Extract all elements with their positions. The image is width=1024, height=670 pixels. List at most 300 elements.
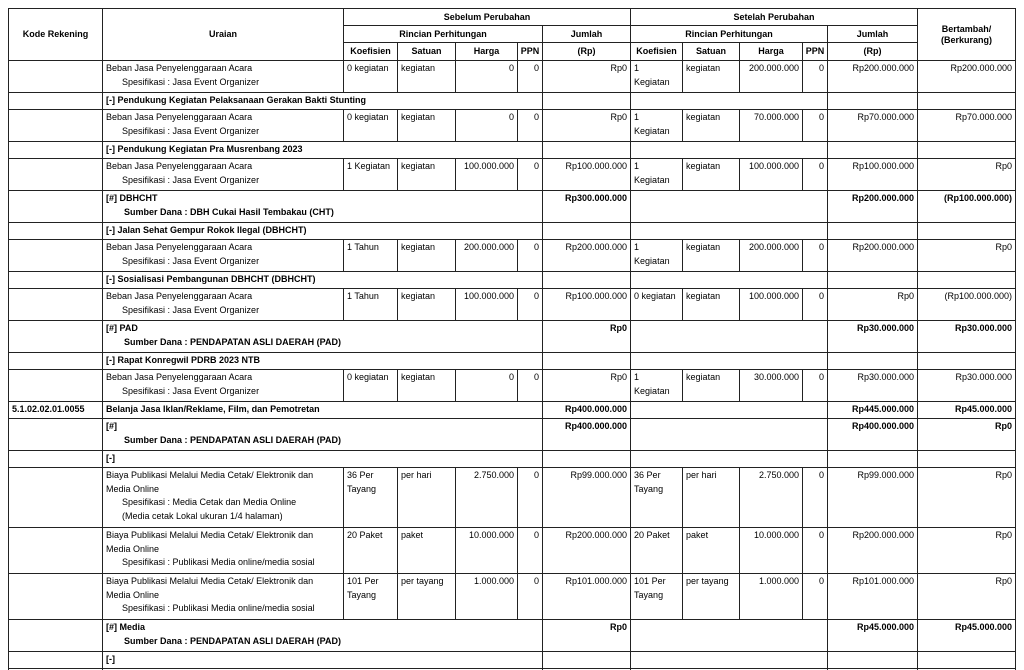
cell-koefisien-after <box>631 528 683 574</box>
text-line: Sumber Dana : PENDAPATAN ASLI DAERAH (PAD) <box>124 336 342 347</box>
cell-koefisien-before <box>344 110 398 142</box>
table-row-section <box>9 321 1016 353</box>
col-header-harga-sebelum: Harga <box>456 43 518 61</box>
col-header-koefisien-sebelum: Koefisien <box>344 43 398 61</box>
cell-koefisien-before <box>344 159 398 191</box>
cell-uraian <box>103 61 344 93</box>
text-line: [-] Pendukung Kegiatan Pelaksanaan Gerakan Bakti Stunting <box>106 95 367 105</box>
cell-koefisien-after <box>631 468 683 528</box>
text-line: Kegiatan <box>634 76 670 87</box>
cell-ppn-before: 0 <box>518 240 543 272</box>
cell-jumlah-after <box>828 353 918 370</box>
cell-ppn-after: 0 <box>803 110 828 142</box>
table-row-detail <box>9 468 1016 528</box>
cell-ppn-after: 0 <box>803 574 828 620</box>
cell-satuan-before: per hari <box>398 468 456 528</box>
cell-bertambah-berkurang <box>918 272 1016 289</box>
text-line: Spesifikasi : Jasa Event Organizer <box>122 125 260 136</box>
cell-jumlah-after <box>828 93 918 110</box>
cell-bertambah-berkurang <box>918 652 1016 669</box>
text-line: Spesifikasi : Jasa Event Organizer <box>122 76 260 87</box>
text-line: [#] DBHCHT <box>106 193 158 203</box>
cell-jumlah-after: Rp99.000.000 <box>828 468 918 528</box>
cell-jumlah-before: Rp400.000.000 <box>543 419 631 451</box>
text-line: [-] Pendukung Kegiatan Pra Musrenbang 2023 <box>106 144 303 154</box>
cell-ppn-before: 0 <box>518 468 543 528</box>
cell-jumlah-before: Rp0 <box>543 620 631 652</box>
cell-harga-after: 100.000.000 <box>740 159 803 191</box>
cell-kode-rekening <box>9 289 103 321</box>
text-line: 0 kegiatan <box>347 112 389 122</box>
cell-harga-before: 0 <box>456 61 518 93</box>
cell-kode-rekening <box>9 272 103 289</box>
cell-rincian-setelah-empty <box>631 419 828 451</box>
cell-uraian <box>103 528 344 574</box>
cell-satuan-before: kegiatan <box>398 159 456 191</box>
cell-jumlah-after <box>828 652 918 669</box>
cell-jumlah-after <box>828 223 918 240</box>
text-line: [-] Jalan Sehat Gempur Rokok Ilegal (DBHCHT) <box>106 225 307 235</box>
cell-harga-after: 200.000.000 <box>740 240 803 272</box>
table-row-section <box>9 142 1016 159</box>
text-line: Media Online <box>106 483 160 494</box>
cell-jumlah-before: Rp99.000.000 <box>543 468 631 528</box>
cell-ppn-after: 0 <box>803 528 828 574</box>
col-header-ppn-sebelum: PPN <box>518 43 543 61</box>
cell-rincian-setelah-empty <box>631 93 828 110</box>
cell-section-label <box>103 191 543 223</box>
cell-harga-before: 2.750.000 <box>456 468 518 528</box>
cell-kode-rekening <box>9 142 103 159</box>
text-line: Kegiatan <box>634 255 670 266</box>
cell-jumlah-before: Rp200.000.000 <box>543 240 631 272</box>
cell-harga-after: 200.000.000 <box>740 61 803 93</box>
text-line: Spesifikasi : Publikasi Media online/media sosial <box>122 603 315 613</box>
cell-bertambah-berkurang: (Rp100.000.000) <box>918 191 1016 223</box>
cell-ppn-before: 0 <box>518 574 543 620</box>
text-line: 36 Per <box>347 470 374 480</box>
cell-uraian <box>103 574 344 620</box>
cell-harga-after: 70.000.000 <box>740 110 803 142</box>
text-line: Beban Jasa Penyelenggaraan Acara <box>106 112 253 122</box>
cell-koefisien-after <box>631 159 683 191</box>
cell-rincian-setelah-empty <box>631 620 828 652</box>
cell-bertambah-berkurang <box>918 451 1016 468</box>
cell-section-label <box>103 402 543 419</box>
cell-jumlah-before <box>543 272 631 289</box>
cell-koefisien-before <box>344 370 398 402</box>
cell-bertambah-berkurang: Rp45.000.000 <box>918 402 1016 419</box>
cell-uraian <box>103 110 344 142</box>
table-row-section <box>9 353 1016 370</box>
cell-jumlah-after: Rp30.000.000 <box>828 370 918 402</box>
cell-ppn-before: 0 <box>518 61 543 93</box>
cell-satuan-before: kegiatan <box>398 110 456 142</box>
cell-bertambah-berkurang: Rp45.000.000 <box>918 620 1016 652</box>
cell-satuan-after: kegiatan <box>683 289 740 321</box>
cell-kode-rekening <box>9 110 103 142</box>
cell-jumlah-before: Rp0 <box>543 370 631 402</box>
cell-section-label <box>103 142 543 159</box>
cell-satuan-after: kegiatan <box>683 61 740 93</box>
cell-kode-rekening <box>9 528 103 574</box>
col-header-rp-sebelum: (Rp) <box>543 43 631 61</box>
text-line: 101 Per <box>634 576 666 586</box>
text-line: 1 Tahun <box>347 291 379 301</box>
text-line: Spesifikasi : Media Cetak dan Media Online <box>122 497 297 507</box>
col-group-sebelum-perubahan: Sebelum Perubahan <box>344 9 631 26</box>
cell-harga-before: 0 <box>456 110 518 142</box>
cell-jumlah-before <box>543 451 631 468</box>
table-row-section <box>9 272 1016 289</box>
cell-jumlah-before: Rp0 <box>543 110 631 142</box>
text-line: Spesifikasi : Jasa Event Organizer <box>122 385 260 396</box>
cell-harga-before: 100.000.000 <box>456 159 518 191</box>
text-line: Kegiatan <box>634 174 670 185</box>
cell-harga-before: 1.000.000 <box>456 574 518 620</box>
cell-bertambah-berkurang: Rp0 <box>918 528 1016 574</box>
table-row-account <box>9 402 1016 419</box>
text-line: Spesifikasi : Jasa Event Organizer <box>122 304 260 315</box>
cell-uraian <box>103 240 344 272</box>
cell-bertambah-berkurang: Rp70.000.000 <box>918 110 1016 142</box>
cell-ppn-after: 0 <box>803 159 828 191</box>
cell-jumlah-before: Rp200.000.000 <box>543 528 631 574</box>
cell-kode-rekening <box>9 191 103 223</box>
change-header-line1: Bertambah/ <box>941 23 992 34</box>
col-header-ppn-setelah: PPN <box>803 43 828 61</box>
cell-koefisien-after <box>631 240 683 272</box>
col-group-rincian-sebelum: Rincian Perhitungan <box>344 26 543 43</box>
cell-bertambah-berkurang: Rp0 <box>918 574 1016 620</box>
text-line: 0 kegiatan <box>347 63 389 73</box>
cell-jumlah-after <box>828 272 918 289</box>
cell-jumlah-before <box>543 93 631 110</box>
cell-kode-rekening <box>9 419 103 451</box>
text-line: 1 <box>634 161 640 171</box>
text-line: 20 Paket <box>634 530 670 540</box>
text-line: 20 Paket <box>347 530 383 540</box>
text-line: Biaya Publikasi Melalui Media Cetak/ Elektronik dan <box>106 530 314 540</box>
text-line: [-] <box>106 654 115 664</box>
cell-harga-before: 200.000.000 <box>456 240 518 272</box>
cell-jumlah-after: Rp400.000.000 <box>828 419 918 451</box>
cell-harga-after: 10.000.000 <box>740 528 803 574</box>
cell-jumlah-before <box>543 652 631 669</box>
cell-jumlah-before: Rp101.000.000 <box>543 574 631 620</box>
text-line: 0 kegiatan <box>634 291 676 301</box>
col-header-jumlah-setelah: Jumlah <box>828 26 918 43</box>
text-line: Tayang <box>347 589 377 600</box>
cell-section-label <box>103 272 543 289</box>
cell-bertambah-berkurang: Rp0 <box>918 159 1016 191</box>
cell-kode-rekening <box>9 159 103 191</box>
cell-ppn-before: 0 <box>518 528 543 574</box>
table-row-section <box>9 223 1016 240</box>
text-line: 1 <box>634 63 640 73</box>
text-line: Biaya Publikasi Melalui Media Cetak/ Elektronik dan <box>106 576 314 586</box>
text-line: 1 <box>634 112 640 122</box>
cell-koefisien-after <box>631 574 683 620</box>
cell-kode-rekening <box>9 353 103 370</box>
table-row-section <box>9 451 1016 468</box>
cell-section-label <box>103 93 543 110</box>
cell-jumlah-after: Rp70.000.000 <box>828 110 918 142</box>
text-line: Tayang <box>347 483 377 494</box>
cell-kode-rekening <box>9 321 103 353</box>
cell-satuan-before: kegiatan <box>398 370 456 402</box>
cell-section-label <box>103 652 543 669</box>
table-row-section <box>9 93 1016 110</box>
cell-section-label <box>103 451 543 468</box>
cell-koefisien-before <box>344 574 398 620</box>
cell-koefisien-after <box>631 289 683 321</box>
col-header-uraian: Uraian <box>103 9 344 61</box>
col-header-bertambah-berkurang <box>918 9 1016 61</box>
text-line: Biaya Publikasi Melalui Media Cetak/ Elektronik dan <box>106 470 314 480</box>
cell-bertambah-berkurang: (Rp100.000.000) <box>918 289 1016 321</box>
cell-ppn-after: 0 <box>803 370 828 402</box>
cell-ppn-after: 0 <box>803 289 828 321</box>
text-line: 1 Tahun <box>347 242 379 252</box>
cell-rincian-setelah-empty <box>631 402 828 419</box>
cell-ppn-after: 0 <box>803 468 828 528</box>
table-row-detail <box>9 61 1016 93</box>
text-line: 1 <box>634 372 640 382</box>
cell-harga-after: 2.750.000 <box>740 468 803 528</box>
cell-kode-rekening <box>9 620 103 652</box>
cell-kode-rekening <box>9 93 103 110</box>
cell-jumlah-after: Rp100.000.000 <box>828 159 918 191</box>
cell-uraian <box>103 468 344 528</box>
cell-jumlah-after: Rp200.000.000 <box>828 528 918 574</box>
cell-kode-rekening <box>9 652 103 669</box>
cell-satuan-after: kegiatan <box>683 240 740 272</box>
table-row-detail <box>9 528 1016 574</box>
text-line: Belanja Jasa Iklan/Reklame, Film, dan Pemotretan <box>106 404 320 414</box>
cell-section-label <box>103 620 543 652</box>
text-line: [-] Rapat Konregwil PDRB 2023 NTB <box>106 355 261 365</box>
cell-uraian <box>103 159 344 191</box>
cell-bertambah-berkurang <box>918 93 1016 110</box>
cell-bertambah-berkurang: Rp0 <box>918 468 1016 528</box>
cell-section-label <box>103 419 543 451</box>
col-header-harga-setelah: Harga <box>740 43 803 61</box>
cell-rincian-setelah-empty <box>631 652 828 669</box>
cell-harga-before: 0 <box>456 370 518 402</box>
cell-bertambah-berkurang: Rp0 <box>918 419 1016 451</box>
cell-kode-rekening: 5.1.02.02.01.0055 <box>9 402 103 419</box>
cell-jumlah-before: Rp0 <box>543 61 631 93</box>
cell-rincian-setelah-empty <box>631 142 828 159</box>
col-header-jumlah-sebelum: Jumlah <box>543 26 631 43</box>
text-line: [-] <box>106 453 115 463</box>
table-row-detail <box>9 159 1016 191</box>
cell-bertambah-berkurang: Rp200.000.000 <box>918 61 1016 93</box>
text-line: Kegiatan <box>634 385 670 396</box>
cell-jumlah-after: Rp200.000.000 <box>828 240 918 272</box>
cell-kode-rekening <box>9 240 103 272</box>
table-row-section <box>9 620 1016 652</box>
cell-satuan-after: kegiatan <box>683 159 740 191</box>
text-line: Tayang <box>634 483 664 494</box>
cell-ppn-before: 0 <box>518 110 543 142</box>
cell-bertambah-berkurang <box>918 353 1016 370</box>
table-row-detail <box>9 574 1016 620</box>
text-line: Sumber Dana : DBH Cukai Hasil Tembakau (CHT) <box>124 206 334 217</box>
cell-ppn-before: 0 <box>518 370 543 402</box>
cell-bertambah-berkurang: Rp30.000.000 <box>918 321 1016 353</box>
cell-jumlah-before: Rp100.000.000 <box>543 159 631 191</box>
cell-bertambah-berkurang: Rp0 <box>918 240 1016 272</box>
cell-kode-rekening <box>9 451 103 468</box>
table-row-detail <box>9 289 1016 321</box>
text-line: Media Online <box>106 589 160 600</box>
cell-jumlah-after: Rp445.000.000 <box>828 402 918 419</box>
text-line: 1 Kegiatan <box>347 161 391 171</box>
cell-bertambah-berkurang <box>918 142 1016 159</box>
cell-koefisien-before <box>344 289 398 321</box>
cell-harga-after: 30.000.000 <box>740 370 803 402</box>
cell-satuan-before: paket <box>398 528 456 574</box>
cell-jumlah-after <box>828 142 918 159</box>
text-line: Spesifikasi : Jasa Event Organizer <box>122 255 260 266</box>
cell-kode-rekening <box>9 574 103 620</box>
table-row-section <box>9 419 1016 451</box>
cell-koefisien-after <box>631 61 683 93</box>
cell-bertambah-berkurang <box>918 223 1016 240</box>
budget-change-table <box>8 8 1016 670</box>
cell-jumlah-before: Rp400.000.000 <box>543 402 631 419</box>
text-line: Beban Jasa Penyelenggaraan Acara <box>106 291 253 301</box>
cell-rincian-setelah-empty <box>631 191 828 223</box>
cell-section-label <box>103 223 543 240</box>
cell-rincian-setelah-empty <box>631 272 828 289</box>
cell-harga-before: 100.000.000 <box>456 289 518 321</box>
cell-jumlah-after: Rp30.000.000 <box>828 321 918 353</box>
text-line: Beban Jasa Penyelenggaraan Acara <box>106 161 253 171</box>
cell-bertambah-berkurang: Rp30.000.000 <box>918 370 1016 402</box>
text-line: (Media cetak Lokal ukuran 1/4 halaman) <box>122 510 283 521</box>
table-row-section <box>9 652 1016 669</box>
text-line: 36 Per <box>634 470 661 480</box>
table-row-detail <box>9 110 1016 142</box>
col-header-rp-setelah: (Rp) <box>828 43 918 61</box>
text-line: Beban Jasa Penyelenggaraan Acara <box>106 63 253 73</box>
cell-jumlah-before: Rp300.000.000 <box>543 191 631 223</box>
text-line: Sumber Dana : PENDAPATAN ASLI DAERAH (PAD) <box>124 434 342 445</box>
cell-ppn-before: 0 <box>518 159 543 191</box>
cell-satuan-after: paket <box>683 528 740 574</box>
cell-satuan-after: per tayang <box>683 574 740 620</box>
cell-harga-after: 1.000.000 <box>740 574 803 620</box>
cell-jumlah-before: Rp0 <box>543 321 631 353</box>
text-line: [#] PAD <box>106 323 138 333</box>
cell-ppn-before: 0 <box>518 289 543 321</box>
col-header-satuan-setelah: Satuan <box>683 43 740 61</box>
text-line: Tayang <box>634 589 664 600</box>
cell-satuan-before: kegiatan <box>398 289 456 321</box>
table-row-detail <box>9 370 1016 402</box>
cell-jumlah-before <box>543 223 631 240</box>
text-line: [-] Sosialisasi Pembangunan DBHCHT (DBHCHT) <box>106 274 316 284</box>
cell-koefisien-before <box>344 468 398 528</box>
cell-koefisien-before <box>344 528 398 574</box>
cell-jumlah-before: Rp100.000.000 <box>543 289 631 321</box>
text-line: 1 <box>634 242 640 252</box>
text-line: Media Online <box>106 543 160 554</box>
cell-ppn-after: 0 <box>803 240 828 272</box>
cell-jumlah-before <box>543 353 631 370</box>
header-row-groups <box>9 9 1016 26</box>
cell-jumlah-before <box>543 142 631 159</box>
cell-harga-before: 10.000.000 <box>456 528 518 574</box>
cell-jumlah-after: Rp200.000.000 <box>828 61 918 93</box>
cell-jumlah-after: Rp0 <box>828 289 918 321</box>
text-line: [#] Media <box>106 622 146 632</box>
col-group-rincian-setelah: Rincian Perhitungan <box>631 26 828 43</box>
cell-rincian-setelah-empty <box>631 451 828 468</box>
table-body <box>9 61 1016 670</box>
table-row-detail <box>9 240 1016 272</box>
text-line: Kegiatan <box>634 125 670 136</box>
cell-jumlah-after: Rp45.000.000 <box>828 620 918 652</box>
text-line: Beban Jasa Penyelenggaraan Acara <box>106 372 253 382</box>
text-line: [#] <box>106 421 117 431</box>
cell-satuan-before: kegiatan <box>398 61 456 93</box>
cell-satuan-after: kegiatan <box>683 370 740 402</box>
col-header-satuan-sebelum: Satuan <box>398 43 456 61</box>
text-line: Sumber Dana : PENDAPATAN ASLI DAERAH (PAD) <box>124 635 342 646</box>
cell-jumlah-after: Rp101.000.000 <box>828 574 918 620</box>
cell-harga-after: 100.000.000 <box>740 289 803 321</box>
cell-koefisien-before <box>344 61 398 93</box>
cell-satuan-before: kegiatan <box>398 240 456 272</box>
cell-jumlah-after: Rp200.000.000 <box>828 191 918 223</box>
cell-rincian-setelah-empty <box>631 223 828 240</box>
cell-uraian <box>103 289 344 321</box>
cell-kode-rekening <box>9 61 103 93</box>
col-header-koefisien-setelah: Koefisien <box>631 43 683 61</box>
cell-jumlah-after <box>828 451 918 468</box>
text-line: 101 Per <box>347 576 379 586</box>
cell-section-label <box>103 353 543 370</box>
table-row-section <box>9 191 1016 223</box>
cell-kode-rekening <box>9 370 103 402</box>
text-line: Spesifikasi : Publikasi Media online/media sosial <box>122 557 315 567</box>
cell-koefisien-after <box>631 110 683 142</box>
cell-koefisien-after <box>631 370 683 402</box>
table-header <box>9 9 1016 61</box>
cell-rincian-setelah-empty <box>631 321 828 353</box>
cell-satuan-before: per tayang <box>398 574 456 620</box>
cell-koefisien-before <box>344 240 398 272</box>
cell-rincian-setelah-empty <box>631 353 828 370</box>
cell-satuan-after: kegiatan <box>683 110 740 142</box>
text-line: Beban Jasa Penyelenggaraan Acara <box>106 242 253 252</box>
cell-satuan-after: per hari <box>683 468 740 528</box>
text-line: Spesifikasi : Jasa Event Organizer <box>122 174 260 185</box>
text-line: 0 kegiatan <box>347 372 389 382</box>
cell-kode-rekening <box>9 223 103 240</box>
cell-kode-rekening <box>9 468 103 528</box>
cell-ppn-after: 0 <box>803 61 828 93</box>
col-header-kode-rekening: Kode Rekening <box>9 9 103 61</box>
change-header-line2: (Berkurang) <box>941 34 993 45</box>
cell-uraian <box>103 370 344 402</box>
cell-section-label <box>103 321 543 353</box>
col-group-setelah-perubahan: Setelah Perubahan <box>631 9 918 26</box>
